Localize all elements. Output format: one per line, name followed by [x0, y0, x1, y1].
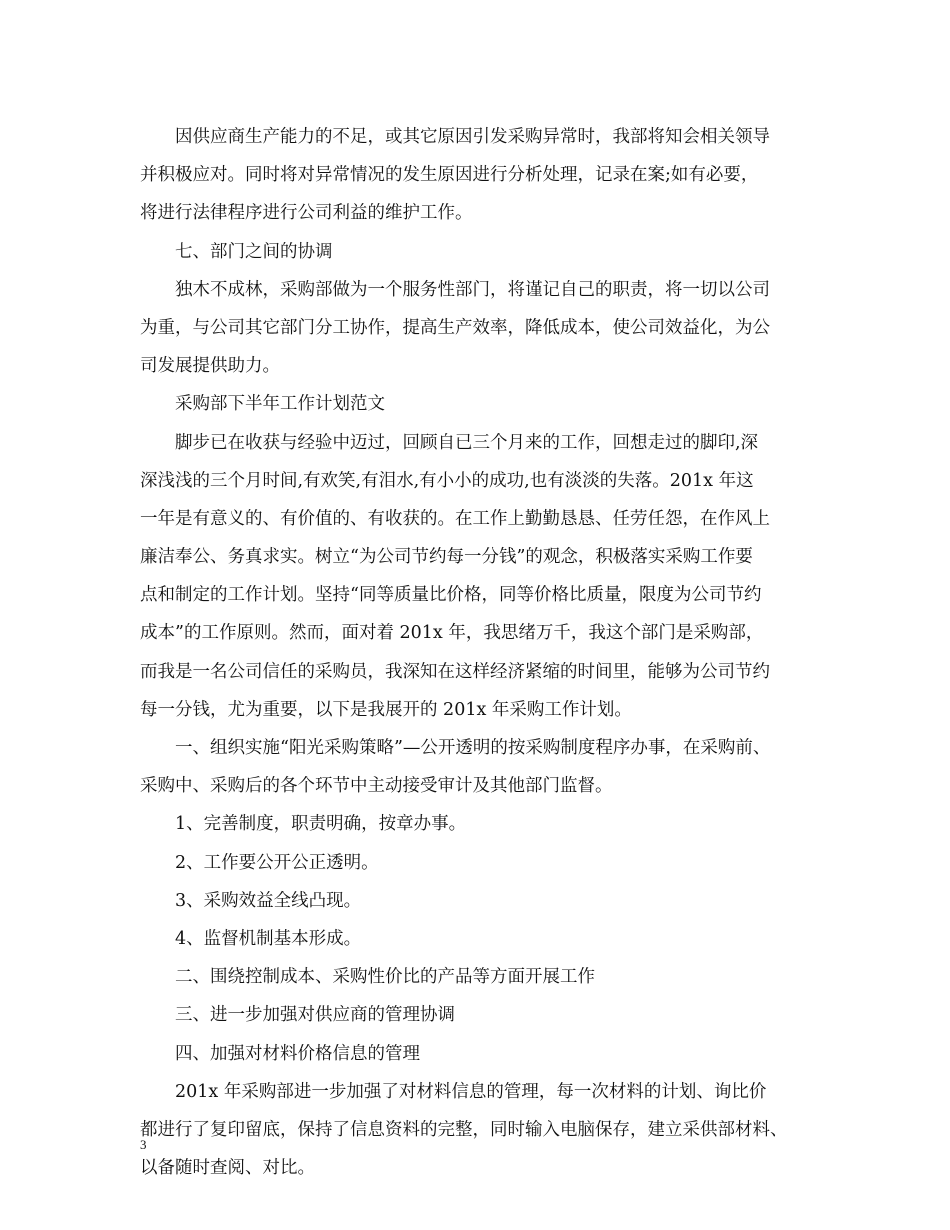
paragraph-line: 司发展提供助力。: [140, 356, 280, 377]
paragraph-line: 深浅浅的三个月时间,有欢笑,有泪水,有小小的成功,也有淡淡的失落。201x 年这: [140, 470, 754, 491]
list-item: 4、监督机制基本形成。: [175, 928, 362, 949]
paragraph-line: 成本”的工作原则。然而，面对着 201x 年，我思绪万千，我这个部门是采购部，: [140, 623, 764, 644]
paragraph-line: 每一分钱，尤为重要，以下是我展开的 201x 年采购工作计划。: [140, 699, 632, 720]
page-number: 3: [140, 1137, 147, 1152]
section-heading: 四、加强对材料价格信息的管理: [175, 1043, 420, 1064]
list-item: 2、工作要公开公正透明。: [175, 852, 379, 873]
paragraph-line: 以备随时查阅、对比。: [140, 1158, 315, 1179]
paragraph-line: 将进行法律程序进行公司利益的维护工作。: [140, 203, 473, 224]
document-title: 采购部下半年工作计划范文: [175, 394, 385, 415]
paragraph-line: 独木不成林，采购部做为一个服务性部门，将谨记自己的职责，将一切以公司: [175, 279, 770, 300]
section-heading: 一、组织实施“阳光采购策略”—公开透明的按采购制度程序办事，在采购前、: [175, 738, 771, 758]
list-item: 3、采购效益全线凸现。: [175, 890, 362, 911]
paragraph-line: 点和制定的工作计划。坚持“同等质量比价格，同等价格比质量，限度为公司节约: [140, 585, 762, 606]
paragraph-line: 廉洁奉公、务真求实。树立“为公司节约每一分钱”的观念，积极落实采购工作要: [140, 547, 753, 568]
section-heading: 二、围绕控制成本、采购性价比的产品等方面开展工作: [175, 967, 595, 988]
section-heading: 七、部门之间的协调: [175, 241, 333, 262]
paragraph-line: 201x 年采购部进一步加强了对材料信息的管理，每一次材料的计划、询比价: [175, 1081, 767, 1102]
section-heading: 三、进一步加强对供应商的管理协调: [175, 1005, 455, 1026]
paragraph-line: 并积极应对。同时将对异常情况的发生原因进行分析处理，记录在案;如有必要，: [140, 165, 759, 186]
paragraph-line: 因供应商生产能力的不足，或其它原因引发采购异常时，我部将知会相关领导: [175, 127, 770, 147]
paragraph-line: 脚步已在收获与经验中迈过，回顾自已三个月来的工作，回想走过的脚印,深: [175, 432, 759, 453]
document-body: [140, 118, 830, 1187]
paragraph-line: 都进行了复印留底，保持了信息资料的完整，同时输入电脑保存，建立采供部材料、: [140, 1119, 788, 1140]
paragraph-line: 为重，与公司其它部门分工协作，提高生产效率，降低成本，使公司效益化，为公: [140, 317, 770, 338]
paragraph-line: 采购中、采购后的各个环节中主动接受审计及其他部门监督。: [140, 776, 613, 797]
paragraph-line: 一年是有意义的、有价值的、有收获的。在工作上勤勤恳恳、任劳任怨，在作风上: [140, 508, 770, 529]
list-item: 1、完善制度，职责明确，按章办事。: [175, 814, 467, 835]
paragraph-line: 而我是一名公司信任的采购员，我深知在这样经济紧缩的时间里，能够为公司节约: [140, 661, 770, 682]
